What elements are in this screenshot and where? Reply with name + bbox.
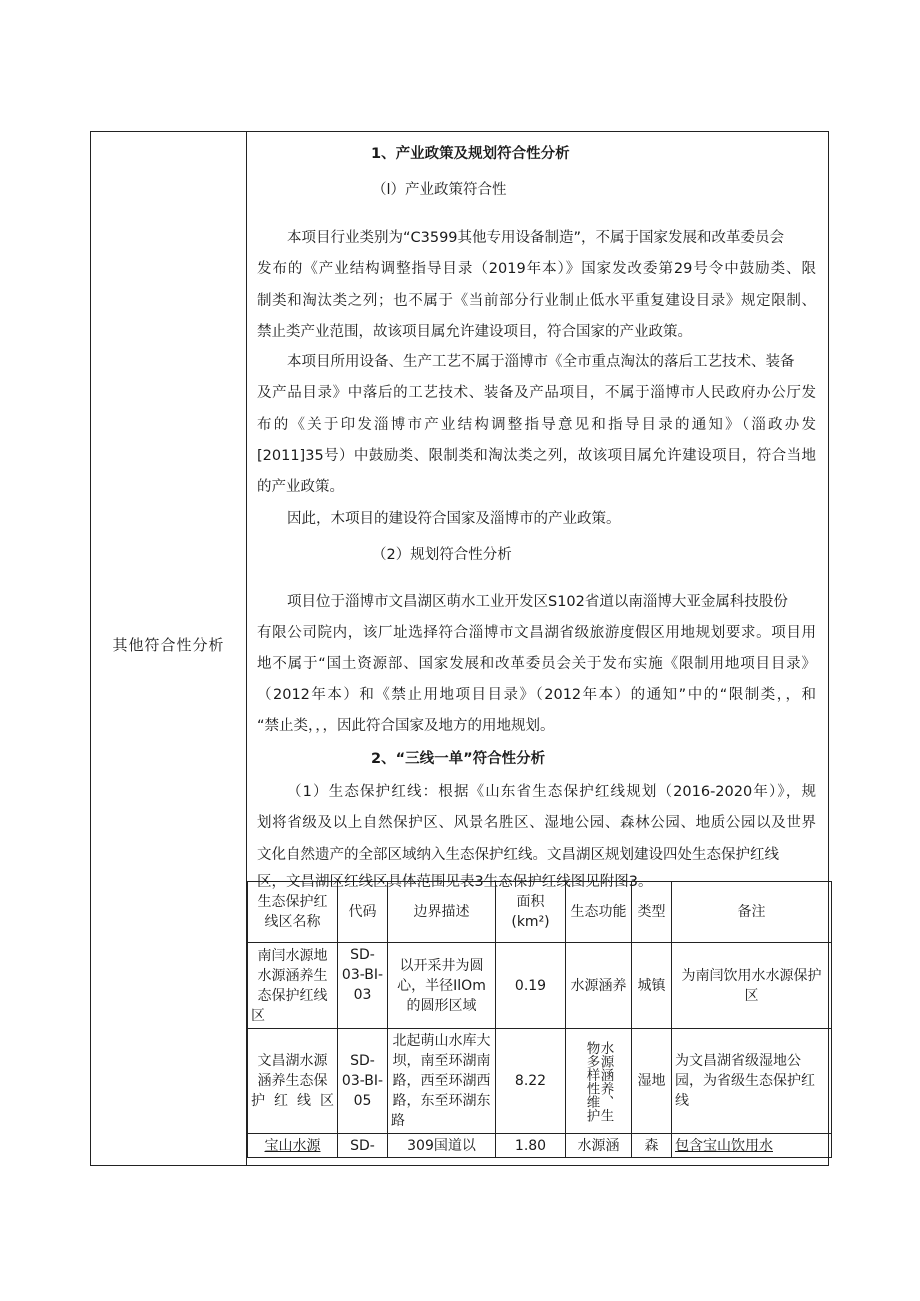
table-header-row xyxy=(248,882,832,943)
header-note: 备注 xyxy=(672,882,832,943)
cell-type: 森 xyxy=(632,1134,672,1158)
paragraph-line: [2011]35号）中鼓励类、限制类和淘汰类之列，故该项目属允许建设项目，符合当地 xyxy=(257,448,816,464)
section2-heading: 2、“三线一单”符合性分析 xyxy=(371,751,546,767)
cell-code: SD-03-BI-03 xyxy=(338,943,388,1029)
paragraph-line: 禁止类产业范围，故该项目属允许建设项目，符合国家的产业政策。 xyxy=(257,324,692,340)
cell-name: 宝山水源 xyxy=(248,1134,338,1158)
cell-function xyxy=(566,1029,632,1134)
header-name: 生态保护红线区名称 xyxy=(248,882,338,943)
header-type: 类型 xyxy=(632,882,672,943)
paragraph-line: （2012年本）和《禁止用地项目目录》（2012年本）的通知”中的“限制类，，和 xyxy=(257,687,816,703)
cell-type: 湿地 xyxy=(632,1029,672,1134)
cell-area: 1.80 xyxy=(496,1134,566,1158)
cell-area: 8.22 xyxy=(496,1029,566,1134)
paragraph-line: 地不属于“国土资源部、国家发展和改革委员会关于发布实施《限制用地项目目录》 xyxy=(257,656,816,672)
table-row xyxy=(248,1134,832,1158)
content-cell xyxy=(247,132,828,1165)
header-code: 代码 xyxy=(338,882,388,943)
cell-function: 水源涵 xyxy=(566,1134,632,1158)
paragraph-line: 布的《关于印发淄博市产业结构调整指导意见和指导目录的通知》（淄政办发 xyxy=(257,417,816,433)
section1-sub2: （2）规划符合性分析 xyxy=(372,547,512,563)
cell-boundary: 309国道以 xyxy=(388,1134,496,1158)
header-boundary: 边界描述 xyxy=(388,882,496,943)
redline-table xyxy=(247,881,832,1158)
paragraph-line: “禁止类，，，因此符合国家及地方的用地规划。 xyxy=(257,718,555,734)
section1-heading: 1、产业政策及规划符合性分析 xyxy=(371,146,570,162)
paragraph-line: 制类和淘汰类之列；也不属于《当前部分行业制止低水平重复建设目录》规定限制、 xyxy=(257,293,816,309)
paragraph-line: 因此，木项目的建设符合国家及淄博市的产业政策。 xyxy=(287,511,621,527)
cell-note: 为文昌湖省级湿地公园，为省级生态保护红线 xyxy=(672,1029,832,1134)
paragraph-line-clipped: 区，文昌湖区红线区具体范围见表3生态保护红线图见附图3。 xyxy=(257,874,653,890)
paragraph-line: 项目位于淄博市文昌湖区萌水工业开发区S102省道以南淄博大亚金属科技股份 xyxy=(287,594,788,610)
table-row xyxy=(248,943,832,1029)
header-area: 面积(km²) xyxy=(496,882,566,943)
paragraph-line: 的产业政策。 xyxy=(257,479,344,495)
cell-function: 水源涵养 xyxy=(566,943,632,1029)
cell-area: 0.19 xyxy=(496,943,566,1029)
paragraph-line: 划将省级及以上自然保护区、风景名胜区、湿地公园、森林公园、地质公园以及世界 xyxy=(257,815,816,831)
cell-type: 城镇 xyxy=(632,943,672,1029)
form-frame xyxy=(90,131,829,1166)
cell-boundary: 以开采井为圆心，半径IlOm的圆形区域 xyxy=(388,943,496,1029)
paragraph-line: 及产品目录》中落后的工艺技术、装备及产品项目，不属于淄博市人民政府办公厅发 xyxy=(257,385,816,401)
paragraph-line: 有限公司院内，该厂址选择符合淄博市文昌湖省级旅游度假区用地规划要求。项目用 xyxy=(257,625,816,641)
paragraph-line: 本项目所用设备、生产工艺不属于淄博市《全市重点淘汰的落后工艺技术、装备 xyxy=(287,354,795,370)
cell-note: 包含宝山饮用水 xyxy=(672,1134,832,1158)
cell-name: 文昌湖水源涵养生态保护红线区 xyxy=(248,1029,338,1134)
cell-boundary: 北起萌山水库大坝，南至环湖南路，西至环湖西路，东至环湖东路 xyxy=(388,1029,496,1134)
paragraph-line: （1）生态保护红线：根据《山东省生态保护红线规划（2016-2020年）》，规 xyxy=(287,784,816,800)
cell-name: 南闫水源地水源涵养生态保护红线区 xyxy=(248,943,338,1029)
paragraph-line: 发布的《产业结构调整指导目录（2019年本）》国家发改委第29号令中鼓励类、限 xyxy=(257,261,816,277)
cell-note: 为南闫饮用水水源保护区 xyxy=(672,943,832,1029)
paragraph-line: 文化自然遗产的全部区域纳入生态保护红线。文昌湖区规划建设四处生态保护红线 xyxy=(257,847,779,863)
paragraph-line: 本项目行业类别为“C3599其他专用设备制造”，不属于国家发展和改革委员会 xyxy=(287,230,785,246)
cell-code: SD-03-BI-05 xyxy=(338,1029,388,1134)
header-function: 生态功能 xyxy=(566,882,632,943)
cell-code: SD- xyxy=(338,1134,388,1158)
table-row xyxy=(248,1029,832,1134)
vertical-function-text: 水源涵养、生物多样性维护 xyxy=(583,1040,614,1122)
section1-sub1: （l）产业政策符合性 xyxy=(372,182,507,198)
row-label: 其他符合性分析 xyxy=(112,636,225,654)
